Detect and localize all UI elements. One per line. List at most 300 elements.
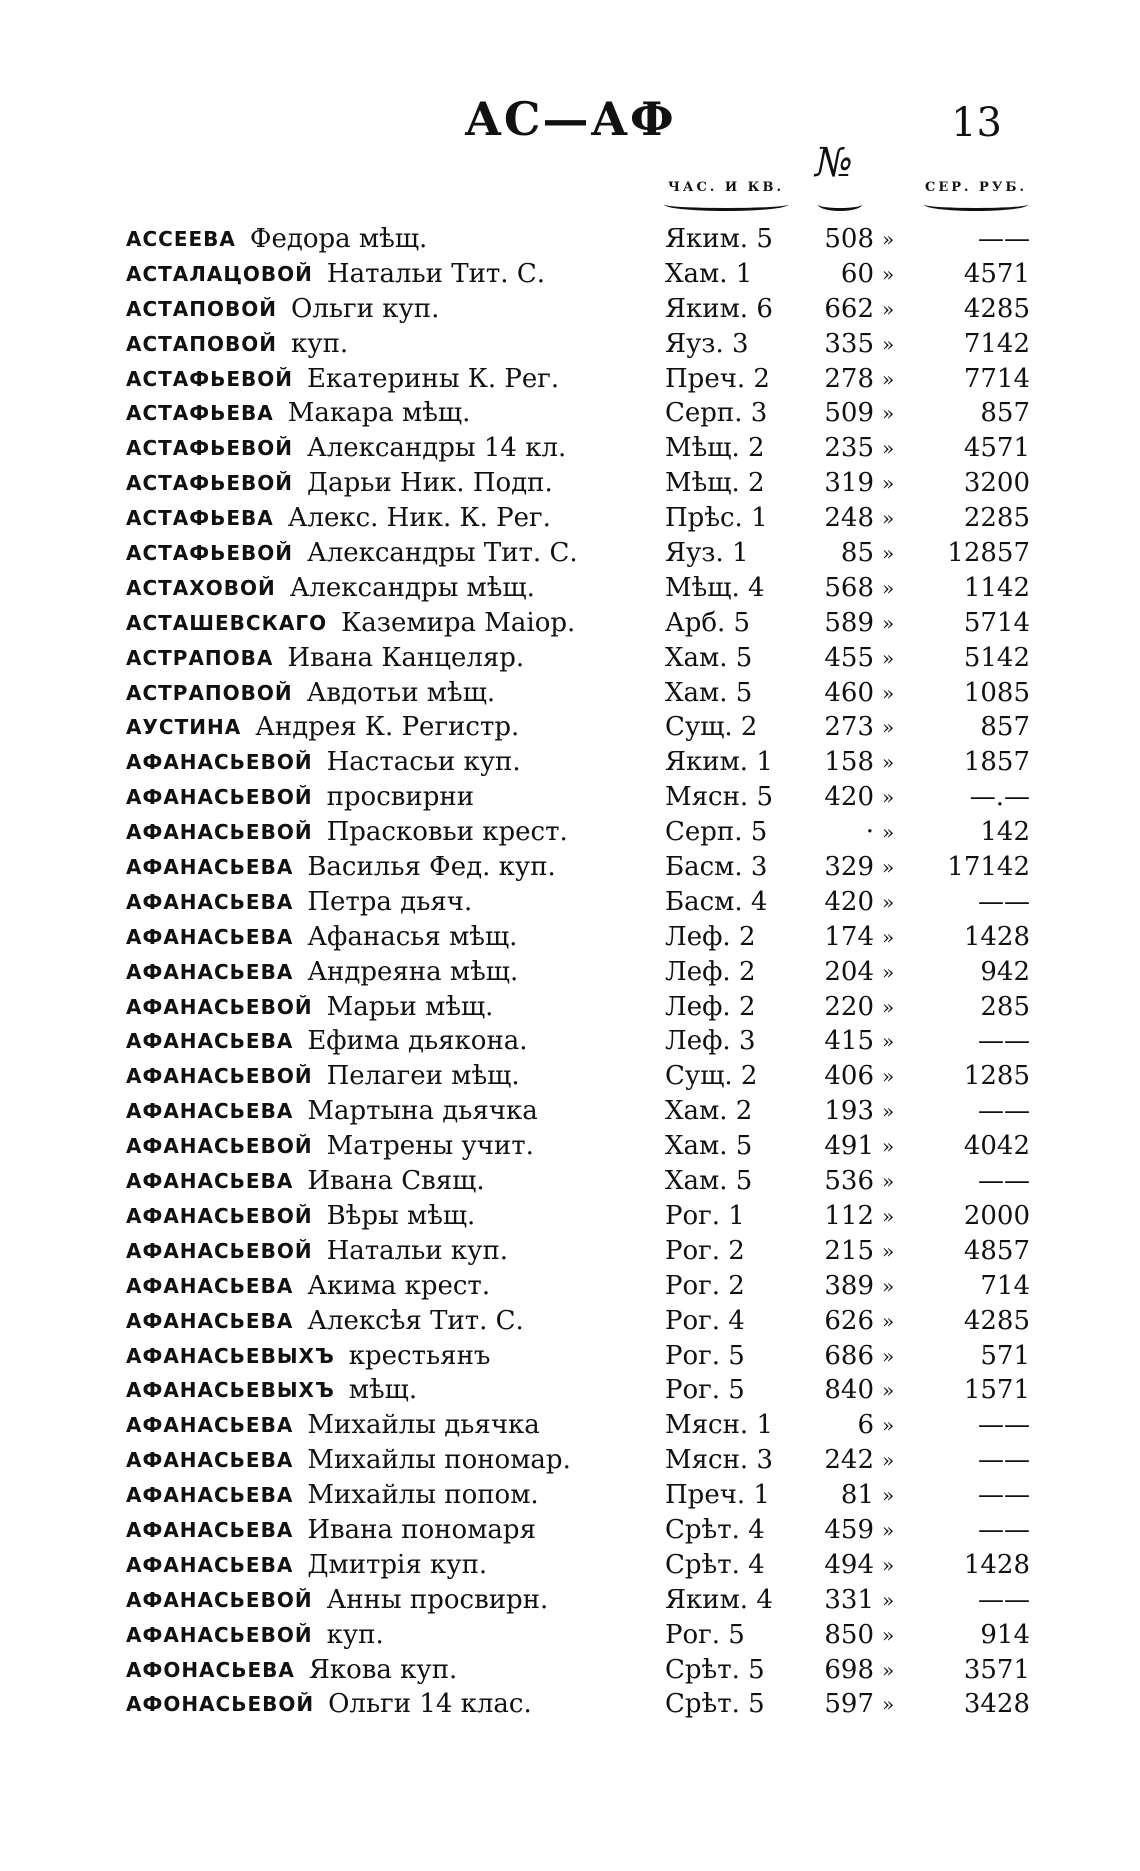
entry-ditto-mark: »	[882, 1029, 895, 1054]
entry-surname: АФАНАСЬЕВОЙ	[126, 994, 313, 1019]
list-item	[0, 710, 1140, 745]
entry-rubles: 3428	[963, 1689, 1030, 1720]
entry-ditto-mark: »	[882, 541, 895, 566]
list-item	[0, 1513, 1140, 1548]
entry-surname: АСТРАПОВОЙ	[126, 680, 293, 705]
entry-given-name: Дмитрiя куп.	[307, 1549, 488, 1580]
entry-given-name: Прасковьи крест.	[326, 817, 568, 848]
entry-rubles: 1285	[963, 1061, 1030, 1092]
entry-city-part: Преч. 1	[665, 1480, 770, 1511]
entry-rubles: 5714	[963, 607, 1030, 638]
entry-given-name: Макара мѣщ.	[287, 398, 471, 429]
entry-given-name: Авдотьи мѣщ.	[306, 677, 496, 708]
entry-rubles: 942	[980, 956, 1030, 987]
entry-surname: АФАНАСЬЕВА	[126, 1448, 294, 1473]
entry-city-part: Леф. 2	[665, 956, 756, 987]
entry-rubles: 914	[980, 1619, 1030, 1650]
entry-surname: АССЕЕВА	[126, 227, 236, 251]
entry-given-name: Мартына дьячка	[307, 1096, 538, 1127]
entry-given-name: мѣщ.	[348, 1375, 418, 1406]
entry-house-number: 455	[824, 642, 874, 673]
entry-surname: АФАНАСЬЕВА	[126, 1099, 294, 1124]
entry-rubles: 1142	[963, 572, 1030, 603]
entry-surname: АСТАФЬЕВА	[126, 401, 274, 426]
list-item	[0, 745, 1140, 780]
entry-house-number: 158	[824, 747, 874, 778]
entry-rubles: 7714	[963, 363, 1030, 394]
entry-given-name: Ивана пономаря	[307, 1514, 536, 1545]
entry-surname: АУСТИНА	[126, 715, 242, 740]
list-item	[0, 571, 1140, 606]
list-item	[0, 1373, 1140, 1408]
entry-city-part: Яуз. 1	[665, 538, 749, 569]
entry-house-number: 60	[840, 258, 874, 289]
entry-ditto-mark: »	[882, 1622, 895, 1647]
entry-rubles: 142	[980, 817, 1030, 848]
entry-house-number: 597	[824, 1689, 874, 1720]
list-item	[0, 257, 1140, 292]
entry-house-number: 174	[824, 921, 874, 952]
entry-given-name: куп.	[326, 1619, 384, 1650]
entry-city-part: Рог. 2	[665, 1235, 745, 1266]
entry-city-part: Мѣщ. 4	[665, 572, 765, 603]
entry-surname: АФАНАСЬЕВА	[126, 1029, 294, 1054]
entry-surname: АФАНАСЬЕВОЙ	[126, 1134, 313, 1159]
entry-ditto-mark: »	[882, 1692, 895, 1717]
entry-surname: АФАНАСЬЕВА	[126, 1169, 294, 1194]
entry-ditto-mark: »	[882, 227, 895, 251]
entry-list	[0, 222, 1140, 1722]
list-item	[0, 885, 1140, 920]
entry-given-name: Вѣры мѣщ.	[326, 1200, 476, 1231]
entry-rubles: 857	[980, 398, 1030, 429]
entry-rubles: 1428	[963, 1549, 1030, 1580]
entry-surname: АФАНАСЬЕВА	[126, 889, 294, 914]
entry-given-name: Петра дьяч.	[307, 886, 473, 917]
list-item	[0, 1269, 1140, 1304]
entry-surname: АФАНАСЬЕВОЙ	[126, 1238, 313, 1263]
entry-given-name: Федора мѣщ.	[249, 224, 428, 254]
column-header-part: ЧАС. И КВ.	[667, 180, 784, 195]
entry-house-number: 415	[824, 1026, 874, 1057]
entry-rubles: 12857	[947, 538, 1030, 569]
entry-rubles: 714	[980, 1270, 1030, 1301]
entry-ditto-mark: »	[882, 924, 895, 949]
entry-surname: АФАНАСЬЕВЫХЪ	[126, 1343, 335, 1368]
entry-house-number: 589	[824, 607, 874, 638]
entry-ditto-mark: »	[882, 575, 895, 600]
list-item	[0, 780, 1140, 815]
list-item	[0, 1478, 1140, 1513]
entry-surname: АФАНАСЬЕВОЙ	[126, 1622, 313, 1647]
entry-city-part: Рог. 4	[665, 1305, 745, 1336]
brace-number	[818, 198, 862, 211]
list-item	[0, 641, 1140, 676]
entry-city-part: Мясн. 1	[665, 1410, 773, 1441]
entry-rubles: 4857	[963, 1235, 1030, 1266]
entry-rubles: 857	[980, 712, 1030, 743]
entry-city-part: Серп. 5	[665, 817, 768, 848]
entry-given-name: Пелагеи мѣщ.	[326, 1061, 520, 1092]
entry-house-number: 204	[824, 956, 874, 987]
entry-given-name: просвирни	[326, 782, 475, 813]
entry-surname: АСТРАПОВА	[126, 645, 274, 670]
entry-given-name: Александры Тит. С.	[307, 538, 578, 569]
entry-house-number: 420	[824, 782, 874, 813]
entry-city-part: Срѣт. 5	[665, 1654, 765, 1685]
entry-surname: АФАНАСЬЕВА	[126, 1483, 294, 1508]
entry-house-number: 460	[824, 677, 874, 708]
entry-ditto-mark: »	[882, 994, 895, 1019]
list-item	[0, 676, 1140, 711]
entry-house-number: ·	[865, 817, 874, 848]
page-title: АС—АФ	[464, 92, 676, 146]
entry-rubles: ——	[978, 1410, 1030, 1441]
entry-surname: АФАНАСЬЕВА	[126, 1517, 294, 1542]
entry-house-number: 536	[824, 1166, 874, 1197]
entry-rubles: ——	[978, 1514, 1030, 1545]
entry-ditto-mark: »	[882, 785, 895, 810]
entry-surname: АФАНАСЬЕВА	[126, 959, 294, 984]
entry-ditto-mark: »	[882, 436, 895, 461]
list-item	[0, 431, 1140, 466]
list-item	[0, 990, 1140, 1025]
entry-surname: АСТАФЬЕВА	[126, 506, 274, 531]
entry-city-part: Срѣт. 4	[665, 1549, 765, 1580]
entry-house-number: 840	[824, 1375, 874, 1406]
entry-ditto-mark: »	[882, 1552, 895, 1577]
entry-house-number: 494	[824, 1549, 874, 1580]
entry-surname: АФАНАСЬЕВА	[126, 1413, 294, 1438]
entry-given-name: Натальи Тит. С.	[326, 258, 545, 289]
entry-surname: АСТАПОВОЙ	[126, 331, 278, 356]
entry-house-number: 406	[824, 1061, 874, 1092]
entry-surname: АФАНАСЬЕВЫХЪ	[126, 1378, 335, 1403]
list-item	[0, 1024, 1140, 1059]
entry-city-part: Рог. 1	[665, 1200, 745, 1231]
entry-ditto-mark: »	[882, 1308, 895, 1333]
entry-rubles: 5142	[963, 642, 1030, 673]
entry-rubles: ——	[978, 1166, 1030, 1197]
entry-ditto-mark: »	[882, 366, 895, 391]
entry-given-name: Марьи мѣщ.	[326, 991, 494, 1022]
entry-house-number: 273	[824, 712, 874, 743]
entry-rubles: 571	[980, 1340, 1030, 1371]
list-item	[0, 362, 1140, 397]
entry-ditto-mark: »	[882, 1238, 895, 1263]
entry-surname: АСТАФЬЕВОЙ	[126, 471, 294, 496]
entry-surname: АСТАХОВОЙ	[126, 575, 276, 600]
list-item	[0, 466, 1140, 501]
entry-city-part: Хам. 5	[665, 1166, 753, 1197]
entry-house-number: 626	[824, 1305, 874, 1336]
entry-rubles: 4285	[963, 293, 1030, 324]
entry-rubles: —.—	[969, 782, 1030, 813]
list-item	[0, 1304, 1140, 1339]
entry-city-part: Мѣщ. 2	[665, 433, 765, 464]
list-item	[0, 222, 1140, 257]
entry-house-number: 242	[824, 1445, 874, 1476]
entry-given-name: Ивана Канцеляр.	[287, 642, 525, 673]
list-item	[0, 606, 1140, 641]
entry-surname: АСТАФЬЕВОЙ	[126, 541, 294, 566]
entry-city-part: Басм. 4	[665, 886, 768, 917]
entry-given-name: Александры мѣщ.	[289, 572, 535, 603]
list-item	[0, 1234, 1140, 1269]
entry-city-part: Яким. 5	[665, 224, 773, 254]
entry-ditto-mark: »	[882, 331, 895, 356]
entry-house-number: 331	[824, 1584, 874, 1615]
entry-rubles: ——	[978, 224, 1030, 254]
entry-given-name: Михайлы пономар.	[307, 1445, 571, 1476]
entry-surname: АФАНАСЬЕВОЙ	[126, 820, 313, 845]
list-item	[0, 1687, 1140, 1722]
entry-city-part: Срѣт. 5	[665, 1689, 765, 1720]
entry-ditto-mark: »	[882, 1657, 895, 1682]
entry-rubles: 4042	[963, 1131, 1030, 1162]
entry-house-number: 508	[824, 224, 874, 254]
entry-house-number: 698	[824, 1654, 874, 1685]
entry-city-part: Яким. 6	[665, 293, 773, 324]
entry-rubles: 2000	[963, 1200, 1030, 1231]
entry-given-name: Михайлы дьячка	[307, 1410, 540, 1441]
entry-city-part: Басм. 3	[665, 852, 768, 883]
entry-rubles: 1085	[963, 677, 1030, 708]
entry-city-part: Преч. 2	[665, 363, 770, 394]
entry-house-number: 389	[824, 1270, 874, 1301]
entry-city-part: Сущ. 2	[665, 712, 758, 743]
entry-house-number: 235	[824, 433, 874, 464]
entry-surname: АФОНАСЬЕВОЙ	[126, 1692, 315, 1717]
entry-city-part: Хам. 5	[665, 642, 753, 673]
entry-city-part: Мясн. 5	[665, 782, 773, 813]
entry-surname: АФАНАСЬЕВОЙ	[126, 1064, 313, 1089]
brace-part	[664, 198, 788, 211]
entry-given-name: Екатерины К. Рег.	[307, 363, 560, 394]
entry-rubles: ——	[978, 1026, 1030, 1057]
list-item	[0, 396, 1140, 431]
entry-surname: АФАНАСЬЕВОЙ	[126, 1203, 313, 1228]
entry-city-part: Арб. 5	[665, 607, 751, 638]
entry-ditto-mark: »	[882, 645, 895, 670]
entry-ditto-mark: »	[882, 610, 895, 635]
entry-rubles: ——	[978, 1445, 1030, 1476]
entry-house-number: 686	[824, 1340, 874, 1371]
entry-ditto-mark: »	[882, 680, 895, 705]
entry-ditto-mark: »	[882, 1064, 895, 1089]
entry-surname: АФОНАСЬЕВА	[126, 1657, 295, 1682]
entry-city-part: Серп. 3	[665, 398, 768, 429]
entry-ditto-mark: »	[882, 1099, 895, 1124]
entry-ditto-mark: »	[882, 855, 895, 880]
entry-city-part: Леф. 2	[665, 921, 756, 952]
entry-ditto-mark: »	[882, 1448, 895, 1473]
entry-city-part: Яким. 4	[665, 1584, 773, 1615]
entry-given-name: куп.	[291, 328, 349, 359]
entry-rubles: 1571	[963, 1375, 1030, 1406]
entry-house-number: 85	[840, 538, 874, 569]
entry-rubles: 3200	[963, 468, 1030, 499]
entry-rubles: 4571	[963, 258, 1030, 289]
entry-given-name: Дарьи Ник. Подп.	[307, 468, 553, 499]
list-item	[0, 1548, 1140, 1583]
entry-given-name: Алексѣя Тит. С.	[307, 1305, 524, 1336]
entry-rubles: 1857	[963, 747, 1030, 778]
entry-house-number: 329	[824, 852, 874, 883]
page-number: 13	[951, 100, 1002, 146]
list-item	[0, 1129, 1140, 1164]
entry-given-name: Матрены учит.	[326, 1131, 534, 1162]
list-item	[0, 1339, 1140, 1374]
list-item	[0, 327, 1140, 362]
entry-given-name: Акима крест.	[307, 1270, 491, 1301]
list-item	[0, 501, 1140, 536]
entry-house-number: 335	[824, 328, 874, 359]
entry-house-number: 193	[824, 1096, 874, 1127]
entry-ditto-mark: »	[882, 261, 895, 286]
list-item	[0, 1164, 1140, 1199]
entry-house-number: 215	[824, 1235, 874, 1266]
entry-ditto-mark: »	[882, 401, 895, 426]
entry-surname: АСТАФЬЕВОЙ	[126, 436, 294, 461]
entry-given-name: Анны просвирн.	[326, 1584, 549, 1615]
entry-city-part: Сущ. 2	[665, 1061, 758, 1092]
entry-rubles: ——	[978, 1480, 1030, 1511]
entry-rubles: ——	[978, 1096, 1030, 1127]
list-item	[0, 1443, 1140, 1478]
entry-ditto-mark: »	[882, 506, 895, 531]
entry-given-name: Ольги куп.	[291, 293, 440, 324]
entry-surname: АСТАФЬЕВОЙ	[126, 366, 294, 391]
entry-given-name: Каземира Маiор.	[341, 607, 576, 638]
entry-city-part: Мясн. 3	[665, 1445, 773, 1476]
entry-rubles: 17142	[947, 852, 1030, 883]
list-item	[0, 536, 1140, 571]
entry-given-name: Ольги 14 клас.	[328, 1689, 532, 1720]
entry-city-part: Яуз. 3	[665, 328, 749, 359]
entry-ditto-mark: »	[882, 715, 895, 740]
entry-rubles: 7142	[963, 328, 1030, 359]
list-item	[0, 1094, 1140, 1129]
entry-rubles: ——	[978, 1584, 1030, 1615]
list-item	[0, 292, 1140, 327]
entry-ditto-mark: »	[882, 1169, 895, 1194]
list-item	[0, 1408, 1140, 1443]
entry-ditto-mark: »	[882, 750, 895, 775]
entry-ditto-mark: »	[882, 1203, 895, 1228]
entry-ditto-mark: »	[882, 959, 895, 984]
entry-house-number: 509	[824, 398, 874, 429]
entry-ditto-mark: »	[882, 1134, 895, 1159]
entry-city-part: Хам. 1	[665, 258, 753, 289]
entry-given-name: Афанасья мѣщ.	[307, 921, 518, 952]
entry-ditto-mark: »	[882, 471, 895, 496]
entry-house-number: 459	[824, 1514, 874, 1545]
entry-rubles: 4571	[963, 433, 1030, 464]
entry-house-number: 112	[824, 1200, 874, 1231]
entry-rubles: 285	[980, 991, 1030, 1022]
list-item	[0, 1653, 1140, 1688]
column-header-rubles: СЕР. РУБ.	[924, 180, 1028, 195]
entry-house-number: 319	[824, 468, 874, 499]
entry-given-name: Настасьи куп.	[326, 747, 521, 778]
entry-ditto-mark: »	[882, 1273, 895, 1298]
list-item	[0, 815, 1140, 850]
entry-surname: АФАНАСЬЕВА	[126, 924, 294, 949]
entry-house-number: 278	[824, 363, 874, 394]
entry-city-part: Рог. 2	[665, 1270, 745, 1301]
entry-house-number: 850	[824, 1619, 874, 1650]
entry-rubles: 2285	[963, 503, 1030, 534]
entry-surname: АСТАЛАЦОВОЙ	[126, 261, 313, 286]
entry-city-part: Срѣт. 4	[665, 1514, 765, 1545]
entry-house-number: 6	[857, 1410, 874, 1441]
entry-given-name: Ефима дьякона.	[307, 1026, 528, 1057]
entry-city-part: Рог. 5	[665, 1375, 745, 1406]
entry-given-name: Александры 14 кл.	[307, 433, 567, 464]
entry-given-name: Андрея К. Регистр.	[255, 712, 520, 743]
entry-surname: АФАНАСЬЕВОЙ	[126, 1587, 313, 1612]
entry-house-number: 491	[824, 1131, 874, 1162]
list-item	[0, 1618, 1140, 1653]
entry-house-number: 420	[824, 886, 874, 917]
entry-city-part: Прѣс. 1	[665, 503, 768, 534]
entry-given-name: Натальи куп.	[326, 1235, 509, 1266]
entry-rubles: 4285	[963, 1305, 1030, 1336]
entry-surname: АСТАПОВОЙ	[126, 296, 278, 321]
entry-given-name: Андреяна мѣщ.	[307, 956, 519, 987]
entry-ditto-mark: »	[882, 1343, 895, 1368]
entry-ditto-mark: »	[882, 889, 895, 914]
entry-city-part: Леф. 2	[665, 991, 756, 1022]
entry-city-part: Леф. 3	[665, 1026, 756, 1057]
list-item	[0, 1583, 1140, 1618]
column-header-number: №	[815, 140, 853, 186]
list-item	[0, 1059, 1140, 1094]
entry-rubles: 1428	[963, 921, 1030, 952]
list-item	[0, 920, 1140, 955]
entry-given-name: Ивана Свящ.	[307, 1166, 485, 1197]
entry-rubles: 3571	[963, 1654, 1030, 1685]
list-item	[0, 1199, 1140, 1234]
list-item	[0, 955, 1140, 990]
entry-surname: АСТАШЕВСКАГО	[126, 610, 328, 635]
entry-house-number: 248	[824, 503, 874, 534]
entry-ditto-mark: »	[882, 1413, 895, 1438]
entry-surname: АФАНАСЬЕВА	[126, 855, 294, 880]
entry-surname: АФАНАСЬЕВА	[126, 1308, 294, 1333]
entry-rubles: ——	[978, 886, 1030, 917]
entry-ditto-mark: »	[882, 296, 895, 321]
entry-given-name: Михайлы попом.	[307, 1480, 539, 1511]
entry-ditto-mark: »	[882, 820, 895, 845]
entry-surname: АФАНАСЬЕВОЙ	[126, 750, 313, 775]
brace-rubles	[924, 198, 1028, 211]
entry-house-number: 568	[824, 572, 874, 603]
entry-ditto-mark: »	[882, 1517, 895, 1542]
entry-given-name: Алекс. Ник. К. Рег.	[287, 503, 551, 534]
entry-city-part: Хам. 5	[665, 677, 753, 708]
entry-city-part: Мѣщ. 2	[665, 468, 765, 499]
entry-ditto-mark: »	[882, 1587, 895, 1612]
list-item	[0, 850, 1140, 885]
entry-city-part: Рог. 5	[665, 1340, 745, 1371]
entry-ditto-mark: »	[882, 1378, 895, 1403]
entry-surname: АФАНАСЬЕВОЙ	[126, 785, 313, 810]
entry-surname: АФАНАСЬЕВА	[126, 1273, 294, 1298]
entry-given-name: Якова куп.	[308, 1654, 458, 1685]
entry-house-number: 220	[824, 991, 874, 1022]
